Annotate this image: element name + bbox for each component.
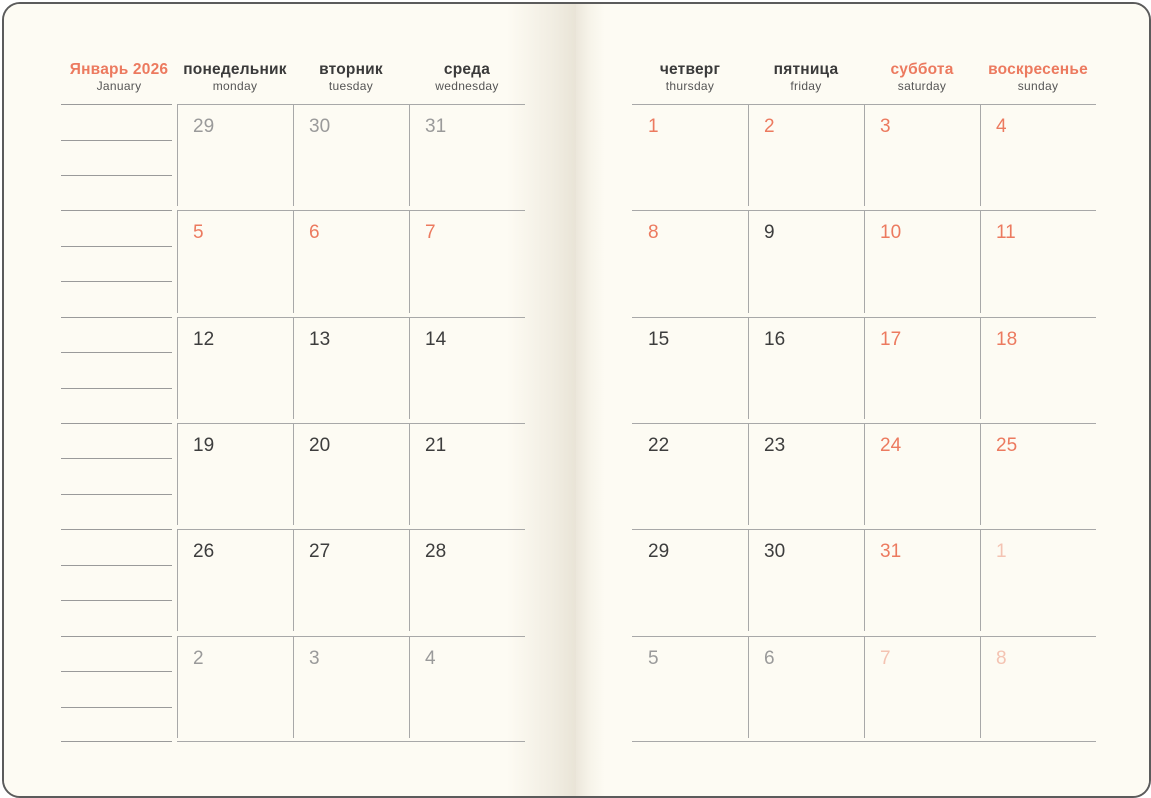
column-divider [409,637,410,738]
row-divider [177,423,525,424]
day-number[interactable]: 30 [309,116,331,137]
column-divider [980,637,981,738]
day-number[interactable]: 7 [880,647,891,669]
day-number[interactable]: 17 [880,328,902,350]
column-divider [748,637,749,738]
month-header [61,60,177,94]
day-number[interactable]: 10 [880,222,902,244]
day-number[interactable]: 4 [425,647,436,669]
day-number[interactable]: 4 [996,116,1007,137]
notes-line [61,458,172,459]
day-number[interactable]: 25 [996,434,1018,456]
column-divider [864,105,865,206]
month-title: Январь 2026 [69,61,169,78]
column-divider [177,530,178,631]
row-divider [632,741,1096,742]
day-number[interactable]: 12 [193,328,215,350]
day-name-ru: четверг [659,61,721,78]
notes-line [61,600,172,601]
day-number[interactable]: 13 [309,328,331,350]
day-number[interactable]: 6 [309,222,320,244]
day-number[interactable]: 16 [764,328,786,350]
notes-line [61,741,172,742]
column-divider [980,424,981,525]
day-number[interactable]: 5 [648,647,659,669]
day-name-ru: вторник [319,61,383,78]
column-divider [864,637,865,738]
column-divider [177,105,178,206]
column-divider [980,211,981,312]
day-number[interactable]: 14 [425,328,447,350]
column-divider [177,637,178,738]
notes-line [61,423,172,424]
day-number[interactable]: 31 [880,541,902,563]
day-name-ru: воскресенье [988,61,1088,78]
day-header-saturday [864,60,980,94]
column-divider [177,211,178,312]
notes-line [61,707,172,708]
notes-line [61,317,172,318]
day-number[interactable]: 27 [309,541,331,563]
day-number[interactable]: 24 [880,434,902,456]
column-divider [409,424,410,525]
day-number[interactable]: 6 [764,647,775,669]
column-divider [748,424,749,525]
column-divider [409,318,410,419]
day-number[interactable]: 5 [193,222,204,244]
day-number[interactable]: 19 [193,434,215,456]
column-divider [293,318,294,419]
day-name-en: thursday [665,79,715,93]
day-name-en: tuesday [328,79,374,93]
column-divider [409,211,410,312]
day-number[interactable]: 30 [764,541,786,563]
day-name-ru: среда [443,61,491,78]
column-divider [293,530,294,631]
column-divider [409,530,410,631]
column-divider [864,318,865,419]
day-number[interactable]: 31 [425,116,447,137]
row-divider [177,529,525,530]
month-subtitle: January [96,79,142,93]
day-number[interactable]: 3 [880,116,891,137]
day-number[interactable]: 8 [996,647,1007,669]
notes-line [61,104,172,105]
day-number[interactable]: 29 [193,116,215,137]
day-number[interactable]: 1 [996,541,1007,563]
day-name-ru: понедельник [183,61,287,78]
day-number[interactable]: 2 [764,116,775,137]
day-name-en: saturday [897,79,947,93]
column-divider [293,105,294,206]
day-number[interactable]: 11 [996,222,1016,244]
day-number[interactable]: 15 [648,328,670,350]
day-number[interactable]: 22 [648,434,670,456]
planner-spread [2,2,1151,798]
notes-line [61,671,172,672]
day-name-ru: суббота [890,61,954,78]
notes-line [61,281,172,282]
day-name-ru: пятница [773,61,839,78]
notes-line [61,210,172,211]
column-divider [748,530,749,631]
day-header-wednesday [409,60,525,94]
column-divider [864,211,865,312]
notes-line [61,388,172,389]
day-name-en: sunday [1017,79,1059,93]
right-page [576,4,1149,796]
day-number[interactable]: 18 [996,328,1018,350]
column-divider [748,318,749,419]
day-number[interactable]: 1 [648,116,659,137]
notes-line [61,636,172,637]
column-divider [293,424,294,525]
row-divider [177,636,525,637]
notes-line [61,494,172,495]
day-number[interactable]: 20 [309,434,331,456]
notes-line [61,352,172,353]
notes-line [61,140,172,141]
column-divider [177,318,178,419]
row-divider [177,104,525,105]
column-divider [409,105,410,206]
column-divider [293,211,294,312]
notes-line [61,175,172,176]
notes-line [61,246,172,247]
column-divider [864,424,865,525]
column-divider [748,211,749,312]
day-header-thursday [632,60,748,94]
day-number[interactable]: 28 [425,541,447,563]
left-page [4,4,576,796]
row-divider [177,741,525,742]
column-divider [864,530,865,631]
day-number[interactable]: 29 [648,541,670,563]
notes-line [61,529,172,530]
column-divider [980,530,981,631]
column-divider [177,424,178,525]
day-header-monday [177,60,293,94]
column-divider [980,318,981,419]
day-name-en: monday [212,79,258,93]
day-number[interactable]: 2 [193,647,204,669]
notes-line [61,565,172,566]
day-number[interactable]: 8 [648,222,659,244]
day-number[interactable]: 9 [764,222,775,244]
day-header-sunday [980,60,1096,94]
day-number[interactable]: 23 [764,434,786,456]
day-header-tuesday [293,60,409,94]
day-number[interactable]: 7 [425,222,436,244]
day-name-en: wednesday [435,79,499,93]
day-number[interactable]: 3 [309,647,320,669]
day-number[interactable]: 21 [425,434,447,456]
column-divider [293,637,294,738]
column-divider [748,105,749,206]
day-number[interactable]: 26 [193,541,215,563]
day-header-friday [748,60,864,94]
column-divider [980,105,981,206]
day-name-en: friday [790,79,822,93]
row-divider [177,317,525,318]
row-divider [177,210,525,211]
